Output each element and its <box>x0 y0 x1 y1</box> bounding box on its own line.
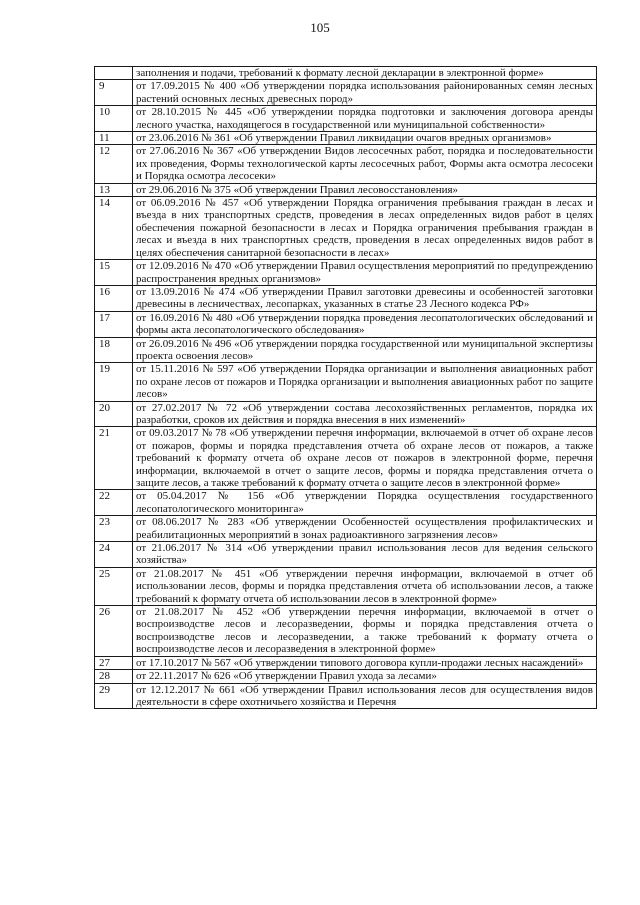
row-text: от 22.11.2017 № 626 «Об утверждении Правил ухода за лесами» <box>133 670 597 683</box>
row-number: 17 <box>95 311 133 337</box>
row-text: от 05.04.2017 № 156 «Об утверждении Порядка осуществления государственного лесопатологического мониторинга» <box>133 490 597 516</box>
row-number: 24 <box>95 542 133 568</box>
table-row <box>95 516 597 542</box>
row-text: от 23.06.2016 № 361 «Об утверждении Правил ликвидации очагов вредных организмов» <box>133 132 597 145</box>
row-number: 13 <box>95 183 133 196</box>
table-row <box>95 542 597 568</box>
row-text: заполнения и подачи, требований к формату лесной декларации в электронной форме» <box>133 67 597 80</box>
table-row <box>95 80 597 106</box>
table-row <box>95 683 597 709</box>
row-number: 11 <box>95 132 133 145</box>
table-row <box>95 183 597 196</box>
table-row <box>95 260 597 286</box>
row-text: от 27.06.2016 № 367 «Об утверждении Видов лесосечных работ, порядка и последовательности их проведения, Формы технологической карты лесосечных работ, Формы акта осмотра лесосеки и Порядка осмотра лесосеки» <box>133 145 597 183</box>
row-text: от 21.08.2017 № 451 «Об утверждении перечня информации, включаемой в отчет об использовании лесов, формы и порядка представления отчета об использовании лесов, а также требований к формату отчета об использовании лесов в электронной форме» <box>133 567 597 605</box>
row-number: 26 <box>95 606 133 657</box>
row-number: 14 <box>95 197 133 260</box>
row-number <box>95 67 133 80</box>
table-row <box>95 656 597 669</box>
row-text: от 09.03.2017 № 78 «Об утверждении перечня информации, включаемой в отчет об охране лесов от пожаров, формы и порядка представления отчета об охране лесов от пожаров, а также требований к формату отчета об охране лесов от пожаров в электронной форме, перечня информации, включаемой в отчет о защите лесов, формы и порядка представления отчета о защите лесов, а также требований к формату отчета о защите лесов в электронной форме» <box>133 427 597 490</box>
row-number: 20 <box>95 401 133 427</box>
row-number: 10 <box>95 106 133 132</box>
page-number: 105 <box>310 20 330 35</box>
row-number: 27 <box>95 656 133 669</box>
row-text: от 28.10.2015 № 445 «Об утверждении порядка подготовки и заключения договора аренды лесного участка, находящегося в государственной или муниципальной собственности» <box>133 106 597 132</box>
row-number: 19 <box>95 363 133 401</box>
row-text: от 27.02.2017 № 72 «Об утверждении состава лесохозяйственных регламентов, порядка их разработки, сроков их действия и порядка внесения в них изменений» <box>133 401 597 427</box>
table-row <box>95 145 597 183</box>
table-row <box>95 337 597 363</box>
row-text: от 12.09.2016 № 470 «Об утверждении Правил осуществления мероприятий по предупреждению распространения вредных организмов» <box>133 260 597 286</box>
row-text: от 13.09.2016 № 474 «Об утверждении Правил заготовки древесины и особенностей заготовки древесины в лесничествах, лесопарках, указанных в статье 23 Лесного кодекса РФ» <box>133 285 597 311</box>
table-row <box>95 311 597 337</box>
table-row <box>95 670 597 683</box>
table-row <box>95 132 597 145</box>
row-number: 22 <box>95 490 133 516</box>
row-text: от 06.09.2016 № 457 «Об утверждении Порядка ограничения пребывания граждан в лесах и въезда в них транспортных средств, проведения в лесах определенных видов работ в целях обеспечения пожарной безопасности в лесах и Порядка ограничения пребывания граждан в лесах и въезда в них транспортных средств, проведения в лесах определенных видов работ в целях обеспечения санитарной безопасности в лесах» <box>133 197 597 260</box>
table-row <box>95 285 597 311</box>
row-number: 29 <box>95 683 133 709</box>
table-row <box>95 67 597 80</box>
row-text: от 17.09.2015 № 400 «Об утверждении порядка использования районированных семян лесных растений основных лесных древесных пород» <box>133 80 597 106</box>
row-number: 9 <box>95 80 133 106</box>
row-number: 16 <box>95 285 133 311</box>
row-number: 25 <box>95 567 133 605</box>
row-number: 23 <box>95 516 133 542</box>
row-number: 28 <box>95 670 133 683</box>
table-row <box>95 427 597 490</box>
row-number: 15 <box>95 260 133 286</box>
table-row <box>95 567 597 605</box>
row-text: от 16.09.2016 № 480 «Об утверждении порядка проведения лесопатологических обследований и формы акта лесопатологического обследования» <box>133 311 597 337</box>
table-row <box>95 606 597 657</box>
regulations-table <box>94 66 597 709</box>
table-row <box>95 490 597 516</box>
row-text: от 12.12.2017 № 661 «Об утверждении Правил использования лесов для осуществления видов деятельности в сфере охотничьего хозяйства и Перечня <box>133 683 597 709</box>
table-row <box>95 106 597 132</box>
row-text: от 08.06.2017 № 283 «Об утверждении Особенностей осуществления профилактических и реабилитационных мероприятий в зонах радиоактивного загрязнения лесов» <box>133 516 597 542</box>
row-number: 12 <box>95 145 133 183</box>
table-row <box>95 401 597 427</box>
row-text: от 29.06.2016 № 375 «Об утверждении Правил лесовосстановления» <box>133 183 597 196</box>
row-text: от 15.11.2016 № 597 «Об утверждении Порядка организации и выполнения авиационных работ по охране лесов от пожаров и Порядка организации и выполнения авиационных работ по защите лесов» <box>133 363 597 401</box>
row-text: от 17.10.2017 № 567 «Об утверждении типового договора купли-продажи лесных насаждений» <box>133 656 597 669</box>
table-row <box>95 197 597 260</box>
row-number: 21 <box>95 427 133 490</box>
row-text: от 26.09.2016 № 496 «Об утверждении порядка государственной или муниципальной экспертизы проекта освоения лесов» <box>133 337 597 363</box>
table-row <box>95 363 597 401</box>
row-text: от 21.08.2017 № 452 «Об утверждении перечня информации, включаемой в отчет о воспроизводстве лесов и лесоразведении, формы и порядка представления отчета о воспроизводстве лесов и лесоразведении, а также требований к формату отчета о воспроизводстве лесов и лесоразведения в электронной форме» <box>133 606 597 657</box>
row-text: от 21.06.2017 № 314 «Об утверждении правил использования лесов для ведения сельского хозяйства» <box>133 542 597 568</box>
row-number: 18 <box>95 337 133 363</box>
